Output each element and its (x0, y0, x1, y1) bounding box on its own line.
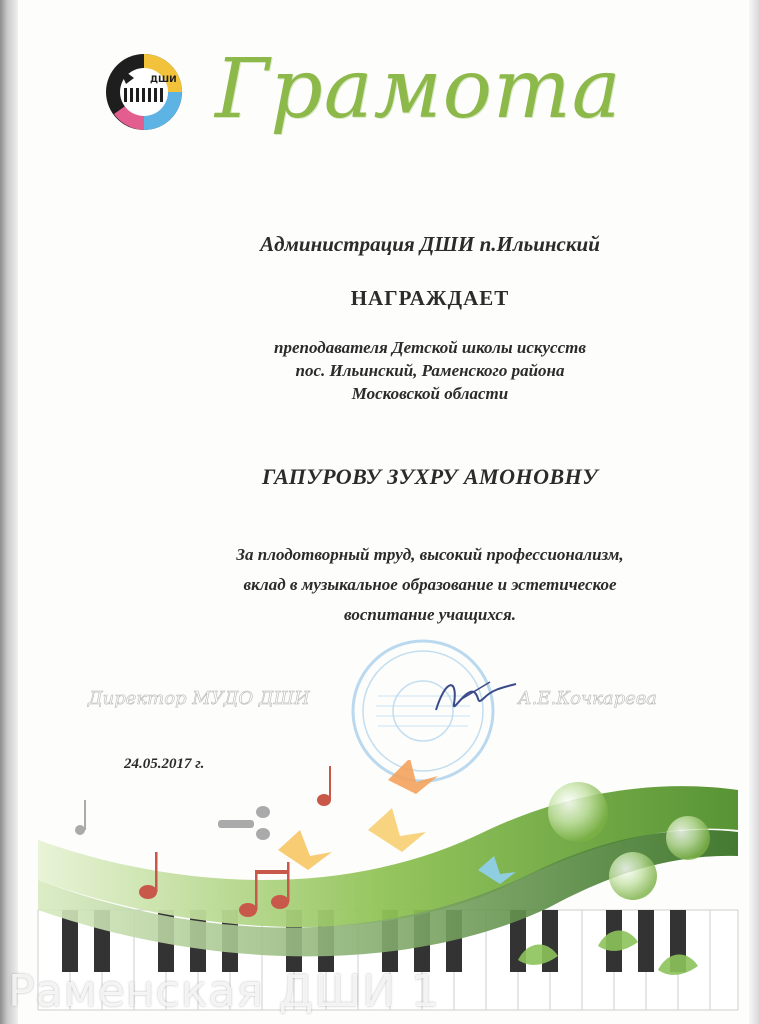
recipient-name: ГАПУРОВУ ЗУХРУ АМОНОВНУ (261, 464, 599, 489)
school-logo-icon (104, 52, 184, 132)
signature-line (88, 688, 688, 714)
reason-line: воспитание учащихся. (344, 605, 516, 624)
administration-line: Администрация ДШИ п.Ильинский (260, 232, 600, 256)
teacher-description (150, 336, 710, 405)
reason-line: вклад в музыкальное образование и эстетическое (243, 575, 617, 594)
awards-heading: НАГРАЖДАЕТ (350, 286, 510, 310)
scan-edge-left (0, 0, 18, 1024)
signature-role: Директор МУДО ДШИ (88, 688, 310, 709)
scan-edge-right (749, 0, 759, 1024)
teacher-line: пос. Ильинский, Раменского района (295, 361, 565, 380)
signature-name: А.Е.Кочкарева (518, 688, 658, 709)
teacher-line: Московской области (351, 384, 509, 403)
watermark-text: Раменская ДШИ 1 (8, 966, 441, 1017)
award-reason (150, 540, 710, 630)
issue-date: 24.05.2017 г. (124, 756, 205, 772)
reason-line: За плодотворный труд, высокий профессионализм, (236, 545, 624, 564)
svg-text:ДШИ: ДШИ (150, 75, 177, 85)
teacher-line: преподавателя Детской школы искусств (274, 338, 586, 357)
certificate-title: Грамота (215, 42, 622, 137)
